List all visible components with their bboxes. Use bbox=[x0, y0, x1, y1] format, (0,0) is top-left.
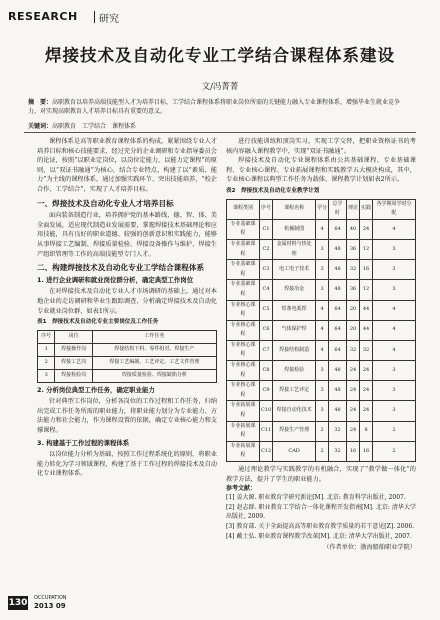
table-cell: C2 bbox=[259, 239, 272, 259]
table-row bbox=[227, 239, 416, 259]
table-cell: 44 bbox=[360, 300, 373, 320]
table2-header: 理论 bbox=[347, 199, 360, 219]
table-cell: 32 bbox=[329, 421, 347, 441]
table-cell: 12 bbox=[360, 280, 373, 300]
table2-caption: 表2 焊接技术及自动化专业教学计划 bbox=[226, 187, 320, 194]
table-cell: 48 bbox=[329, 239, 347, 259]
table-cell: 3 bbox=[316, 239, 329, 259]
table-cell: 48 bbox=[329, 381, 347, 401]
table-row bbox=[38, 343, 217, 356]
table-cell: 24 bbox=[360, 381, 373, 401]
reference-item: [1] 姜大源. 职业教育学研究新论[M]. 北京: 教育科学出版社, 2007. bbox=[226, 494, 406, 502]
table-cell: 48 bbox=[329, 280, 347, 300]
article-title: 焊接技术及自动化专业工学结合课程体系建设 bbox=[45, 46, 395, 65]
table-cell: C10 bbox=[259, 401, 272, 421]
table-cell: C12 bbox=[259, 441, 272, 461]
page-number: 130 bbox=[8, 598, 28, 608]
table-cell: C8 bbox=[259, 361, 272, 381]
table-cell: 24 bbox=[360, 219, 373, 239]
table-cell: 4 bbox=[316, 300, 329, 320]
right-column bbox=[226, 137, 416, 553]
table-cell: 16 bbox=[347, 441, 360, 461]
header-divider bbox=[94, 11, 95, 23]
table-cell: 专业核心课程 bbox=[227, 340, 260, 360]
table2-header: 课程名称 bbox=[273, 199, 316, 219]
brand-logo: RESEARCH bbox=[8, 10, 78, 23]
table-cell: 24 bbox=[347, 381, 360, 401]
table1-caption: 表1 焊接技术及自动化专业主要岗位及工作任务 bbox=[37, 319, 159, 326]
table-cell: 3 bbox=[316, 361, 329, 381]
table-cell: 3 bbox=[316, 280, 329, 300]
table1-header: 岗位 bbox=[55, 330, 92, 343]
table-cell: 3 bbox=[373, 239, 416, 259]
reference-item: [2] 赵志群. 职业教育工学结合一体化课程开发指南[M]. 北京: 清华大学出版社, 2009. bbox=[226, 504, 416, 521]
table2-header: 学分 bbox=[316, 199, 329, 219]
keywords-text: 高职教育 工学结合 课程体系 bbox=[52, 123, 137, 130]
table2-header: 序号 bbox=[259, 199, 272, 219]
table-cell: C6 bbox=[259, 320, 272, 340]
keywords bbox=[28, 121, 412, 130]
table-cell: 24 bbox=[347, 401, 360, 421]
table-cell: 电工电子技术 bbox=[273, 260, 316, 280]
table1 bbox=[37, 330, 217, 383]
table-cell: 44 bbox=[360, 320, 373, 340]
table-cell: 4 bbox=[316, 340, 329, 360]
table1-header: 工作任务 bbox=[92, 330, 216, 343]
left-column bbox=[37, 137, 217, 479]
table-cell: C11 bbox=[259, 421, 272, 441]
table-cell: 焊接结构制造 bbox=[273, 340, 316, 360]
section-heading-2: 二、构建焊接技术及自动化专业工学结合课程体系 bbox=[37, 263, 205, 273]
table-cell: C3 bbox=[259, 260, 272, 280]
table-row bbox=[227, 361, 416, 381]
table2-header: 课程类别 bbox=[227, 199, 260, 219]
table-row bbox=[227, 381, 416, 401]
table-cell: 机械制图 bbox=[273, 219, 316, 239]
table-cell: 12 bbox=[360, 239, 373, 259]
paragraph: 以岗位能力分析为基础，按照工作过程系统化的原则，将职业能力转化为学习领域课程，构建了基于工作过程的焊接技术及自动化专业课程体系。 bbox=[37, 451, 217, 478]
paragraph: 焊接技术及自动化专业课程体系由公共基础课程、专业基础课程、专业核心课程、专业拓展课程和实践教学五大模块构成，其中，专业核心课程以典型工作任务为载体，课程教学计划如表2所示。 bbox=[226, 157, 416, 184]
intro-paragraph: 课程体系是高等职业教育课程体系的构成，紧紧围绕专业人才培养目标和核心技能要求，经过充分的企业调研和专业指导委员会的论证，按照“以职业定岗位，以岗位定能力，以能力定课程”的原则，以“双证书融通”为核心，结合专业特点，构建了以“素质、能力”为主线的课程体系，通过加强实践环节、突出技能培养、“校企合作、工学结合”，实现了人才培养目标。 bbox=[37, 138, 217, 193]
table-cell: 24 bbox=[347, 361, 360, 381]
table-cell: 20 bbox=[347, 300, 360, 320]
magazine-name: OCCUPATION bbox=[34, 595, 67, 601]
table-cell: 4 bbox=[316, 219, 329, 239]
table-cell: 焊接工艺岗 bbox=[55, 356, 92, 369]
table-cell: C7 bbox=[259, 340, 272, 360]
table-cell: 焊接工艺评定 bbox=[273, 381, 316, 401]
author-unit: （作者单位：渤海船舶职业学院） bbox=[323, 544, 416, 552]
table-cell: 焊接结构下料、零件组对、焊接生产 bbox=[92, 343, 216, 356]
table2-header: 各学期周学时分配 bbox=[373, 199, 416, 219]
table-cell: 4 bbox=[373, 300, 416, 320]
table-cell: 专业核心课程 bbox=[227, 300, 260, 320]
table-cell: 焊接生产管理 bbox=[273, 421, 316, 441]
table2-header: 实践 bbox=[360, 199, 373, 219]
table-cell: 专业拓展课程 bbox=[227, 401, 260, 421]
table-cell: 专业基础课程 bbox=[227, 260, 260, 280]
table-cell: 焊接检验 bbox=[273, 361, 316, 381]
table-row bbox=[227, 280, 416, 300]
table-cell: 3 bbox=[38, 369, 55, 382]
table-cell: 4 bbox=[373, 219, 416, 239]
table-cell: 专业基础课程 bbox=[227, 280, 260, 300]
page-header bbox=[8, 8, 432, 26]
table-cell: 专业核心课程 bbox=[227, 361, 260, 381]
table-cell: 专业基础课程 bbox=[227, 219, 260, 239]
references bbox=[226, 484, 416, 541]
table-cell: 焊接冶金 bbox=[273, 280, 316, 300]
table-cell: C4 bbox=[259, 280, 272, 300]
table-cell: 2 bbox=[373, 421, 416, 441]
table-cell: 2 bbox=[316, 421, 329, 441]
table-cell: 48 bbox=[329, 260, 347, 280]
table-row bbox=[227, 260, 416, 280]
paragraph: 面向装备制造行业，培养拥护党的基本路线，德、智、体、美全面发展，适应现代制造业发展需要，掌握焊接技术基础理论和应用技能，具有良好的职业道德、较强的创新意识和实践能力，能够从事焊接工艺编制、焊接质量检验、焊接设备操作与维护、焊接生产组织管理等工作的高端技能型专门人才。 bbox=[37, 212, 217, 258]
table-row bbox=[227, 441, 416, 461]
reference-item: [3] 教育部. 关于全面提高高等职业教育教学质量的若干意见[Z]. 2006. bbox=[226, 523, 415, 531]
table-row bbox=[227, 401, 416, 421]
table-cell: 4 bbox=[373, 340, 416, 360]
article-author: 文/冯菁菁 bbox=[201, 82, 239, 92]
table-cell: 32 bbox=[329, 441, 347, 461]
table-cell: 8 bbox=[360, 421, 373, 441]
table-cell: 64 bbox=[329, 300, 347, 320]
table-cell: 焊条电弧焊 bbox=[273, 300, 316, 320]
section-heading-1: 一、焊接技术及自动化专业人才培养目标 bbox=[37, 198, 174, 208]
table-cell: 64 bbox=[329, 320, 347, 340]
table-cell: 4 bbox=[373, 320, 416, 340]
table-cell: 36 bbox=[347, 239, 360, 259]
paragraph: 进行技能训练和顶岗实习，实现工学交替，把职业资格证书的考核内容融入课程教学中，实现“双证书融通”。 bbox=[226, 138, 416, 155]
table-cell: 3 bbox=[373, 260, 416, 280]
references-label: 参考文献： bbox=[226, 485, 257, 493]
reference-item: [4] 戴士弘. 职业教育课程教学改革[M]. 北京: 清华大学出版社, 2007. bbox=[226, 533, 412, 541]
table-cell: 焊接操作岗 bbox=[55, 343, 92, 356]
table-cell: 40 bbox=[347, 219, 360, 239]
table-cell: 4 bbox=[316, 320, 329, 340]
table-cell: C1 bbox=[259, 219, 272, 239]
table-row bbox=[227, 421, 416, 441]
subheading-2-3: 3. 构建基于工作过程的课程体系 bbox=[37, 438, 130, 447]
table2 bbox=[226, 199, 416, 462]
table-cell: 16 bbox=[360, 441, 373, 461]
section-name: 研究 bbox=[99, 14, 119, 25]
table1-header: 序号 bbox=[38, 330, 55, 343]
table-cell: 3 bbox=[373, 401, 416, 421]
paragraph: 通过理论教学与实践教学的有机融合，实现了“教学做一体化”的教学方法，提升了学生的职业能力。 bbox=[226, 466, 416, 483]
abstract-text: 高职教育以培养高端技能型人才为培养目标，工学结合课程体系将职业岗位所需的关键能力融入专业课程体系，增强毕业生就业竞争力，对实现高职教育人才培养目标具有重要的意义。 bbox=[28, 99, 401, 115]
abstract-divider bbox=[24, 132, 416, 133]
table-cell: C9 bbox=[259, 381, 272, 401]
table-cell: 32 bbox=[347, 260, 360, 280]
table-cell: 焊接检验岗 bbox=[55, 369, 92, 382]
table-cell: C5 bbox=[259, 300, 272, 320]
table-cell: 36 bbox=[347, 280, 360, 300]
table-cell: CAD bbox=[273, 441, 316, 461]
table-cell: 焊接自动化技术 bbox=[273, 401, 316, 421]
table-cell: 专业核心课程 bbox=[227, 320, 260, 340]
table-cell: 64 bbox=[329, 340, 347, 360]
table-row bbox=[227, 219, 416, 239]
table-row bbox=[227, 300, 416, 320]
table-cell: 2 bbox=[316, 441, 329, 461]
table-cell: 1 bbox=[38, 343, 55, 356]
table-cell: 3 bbox=[316, 260, 329, 280]
table-cell: 专业基础课程 bbox=[227, 239, 260, 259]
table-cell: 48 bbox=[329, 401, 347, 421]
table-cell: 3 bbox=[316, 401, 329, 421]
table-row bbox=[227, 320, 416, 340]
table-cell: 焊接工艺编制、工艺评定、工艺文件管理 bbox=[92, 356, 216, 369]
keywords-label: 关键词： bbox=[28, 123, 53, 130]
table-cell: 16 bbox=[360, 260, 373, 280]
subheading-2-1: 1. 进行企业调研和就业岗位群分析，确定典型工作岗位 bbox=[37, 275, 194, 284]
table-cell: 3 bbox=[316, 381, 329, 401]
table-cell: 3 bbox=[373, 361, 416, 381]
table-row bbox=[38, 356, 217, 369]
subheading-2-2: 2. 分析岗位典型工作任务，确定职业能力 bbox=[37, 385, 155, 394]
table2-body bbox=[227, 219, 416, 461]
paragraph: 在对焊接技术及自动化专业人才市场调研的基础上，通过对本地企业的走访调研和毕业生跟踪调查，分析确定焊接技术及自动化专业就业岗位群，如表1所示。 bbox=[37, 288, 217, 315]
abstract-label: 摘 要： bbox=[28, 99, 53, 106]
table-cell: 24 bbox=[360, 361, 373, 381]
table-cell: 焊接质量检验、焊接缺陷分析 bbox=[92, 369, 216, 382]
table-row bbox=[38, 369, 217, 382]
table-cell: 20 bbox=[347, 320, 360, 340]
table-cell: 24 bbox=[347, 421, 360, 441]
issue-date: 2013 09 bbox=[34, 602, 66, 610]
table-cell: 24 bbox=[360, 401, 373, 421]
table-cell: 专业拓展课程 bbox=[227, 421, 260, 441]
table-cell: 3 bbox=[373, 280, 416, 300]
table-cell: 专业核心课程 bbox=[227, 381, 260, 401]
table-cell: 32 bbox=[360, 340, 373, 360]
abstract bbox=[28, 98, 412, 116]
table-cell: 2 bbox=[373, 441, 416, 461]
table-cell: 64 bbox=[329, 219, 347, 239]
table-cell: 3 bbox=[373, 381, 416, 401]
table-cell: 专业拓展课程 bbox=[227, 441, 260, 461]
table-cell: 48 bbox=[329, 361, 347, 381]
table-cell: 金属材料与热处理 bbox=[273, 239, 316, 259]
table-cell: 气体保护焊 bbox=[273, 320, 316, 340]
table2-header: 总学时 bbox=[329, 199, 347, 219]
page-footer bbox=[8, 595, 432, 613]
table-cell: 2 bbox=[38, 356, 55, 369]
table-cell: 32 bbox=[347, 340, 360, 360]
paragraph: 针对典型工作岗位，分析各岗位的工作过程和工作任务，归纳出完成工作任务所需的职业能力，将职业能力划分为专业能力、方法能力和社会能力，作为课程设置的依据，确定专业核心能力和支撑课程。 bbox=[37, 398, 217, 435]
table-row bbox=[227, 340, 416, 360]
